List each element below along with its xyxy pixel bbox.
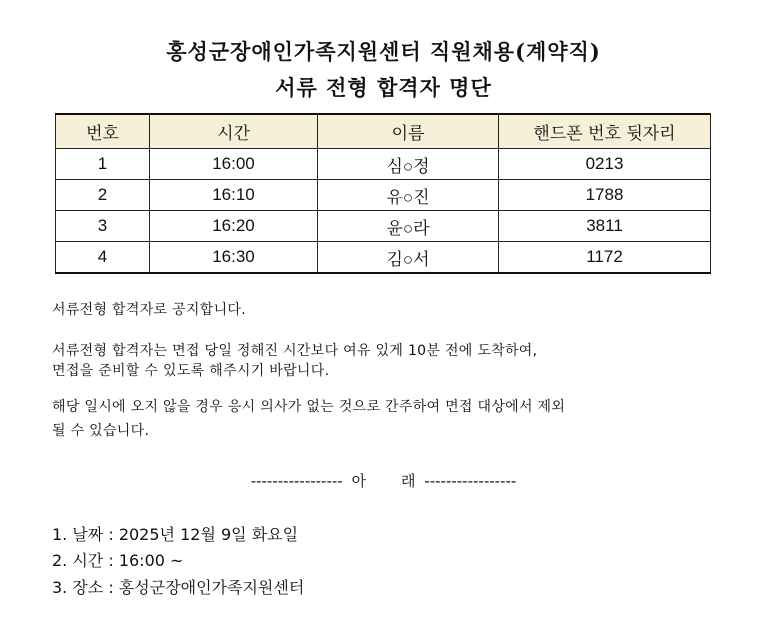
- header-phone-suffix: 핸드폰 번호 뒷자리: [499, 114, 711, 149]
- arrival-instruction-line2: 면접을 준비할 수 있도록 해주시기 바랍니다.: [52, 363, 330, 379]
- absence-warning-line1: 해당 일시에 오지 않을 경우 응시 의사가 없는 것으로 간주하여 면접 대상에서 제외: [52, 399, 566, 415]
- header-time: 시간: [150, 114, 318, 149]
- notice-text: 서류전형 합격자로 공지합니다.: [52, 302, 246, 318]
- detail-date: 1. 날짜 : 2025년 12월 9일 화요일: [52, 525, 299, 544]
- table-header-row: [56, 114, 711, 149]
- document-title: 홍성군장애인가족지원센터 직원채용(계약직): [166, 39, 601, 64]
- detail-time: 2. 시간 : 16:00 ~: [52, 551, 184, 570]
- cell-phone-suffix: 0213: [499, 149, 711, 180]
- cell-phone-suffix: 1172: [499, 242, 711, 274]
- document-subtitle: 서류 전형 합격자 명단: [275, 75, 492, 100]
- cell-time: 16:10: [150, 180, 318, 211]
- absence-warning-line2: 될 수 있습니다.: [52, 423, 150, 439]
- table-row: [56, 211, 711, 242]
- table-row: [56, 242, 711, 274]
- header-number: 번호: [56, 114, 150, 149]
- detail-location: 3. 장소 : 홍성군장애인가족지원센터: [52, 578, 305, 597]
- cell-name: 유○진: [318, 180, 499, 211]
- cell-phone-suffix: 3811: [499, 211, 711, 242]
- cell-name: 윤○라: [318, 211, 499, 242]
- cell-number: 3: [56, 211, 150, 242]
- cell-time: 16:30: [150, 242, 318, 274]
- header-name: 이름: [318, 114, 499, 149]
- cell-name: 김○서: [318, 242, 499, 274]
- section-divider: ----------------- 아 래 -----------------: [250, 472, 517, 490]
- cell-phone-suffix: 1788: [499, 180, 711, 211]
- table-row: [56, 180, 711, 211]
- cell-number: 1: [56, 149, 150, 180]
- table-row: [56, 149, 711, 180]
- cell-time: 16:00: [150, 149, 318, 180]
- applicant-table: [55, 113, 711, 274]
- arrival-instruction-line1: 서류전형 합격자는 면접 당일 정해진 시간보다 여유 있게 10분 전에 도착하여,: [52, 343, 538, 359]
- cell-name: 심○정: [318, 149, 499, 180]
- cell-time: 16:20: [150, 211, 318, 242]
- cell-number: 4: [56, 242, 150, 274]
- cell-number: 2: [56, 180, 150, 211]
